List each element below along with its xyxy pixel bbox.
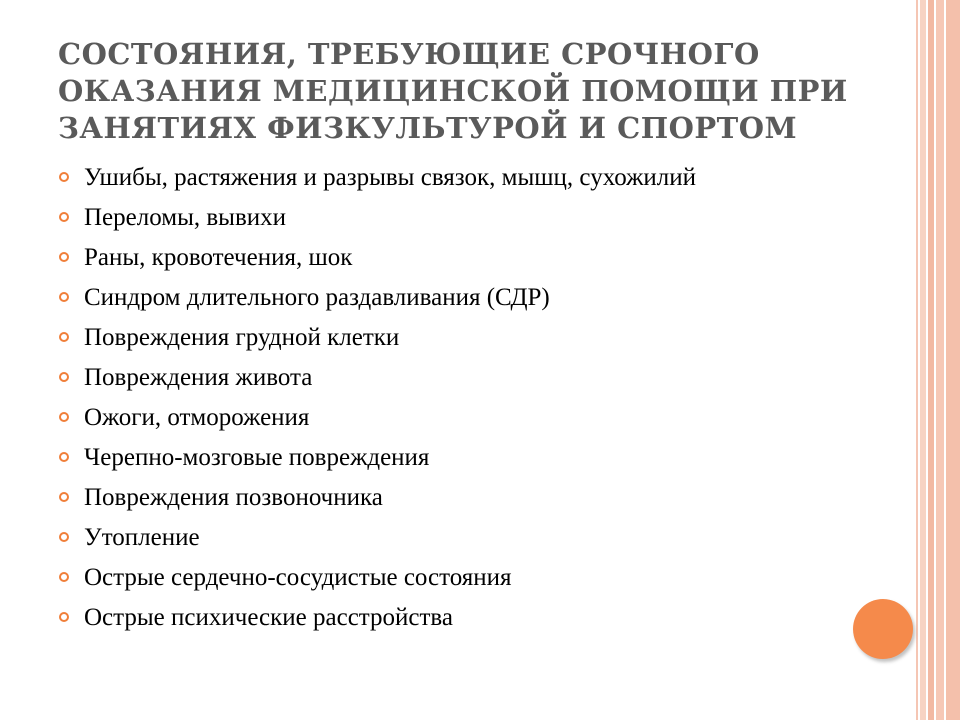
stripe <box>920 0 926 720</box>
list-item <box>58 563 818 593</box>
list-item-text: Ожоги, отморожения <box>84 404 310 431</box>
list-item-text: Острые психические расстройства <box>84 604 454 631</box>
list-item <box>58 203 818 233</box>
bullet-icon <box>59 532 69 542</box>
stripe <box>916 0 918 720</box>
list-item-text: Острые сердечно-сосудистые состояния <box>84 564 512 591</box>
bullet-icon <box>59 372 69 382</box>
bullet-icon <box>59 452 69 462</box>
bullet-icon <box>59 412 69 422</box>
bullet-icon <box>59 292 69 302</box>
list-item <box>58 603 818 633</box>
bullet-icon <box>59 332 69 342</box>
stripe <box>928 0 934 720</box>
list-item <box>58 523 818 553</box>
list-item <box>58 163 818 193</box>
bullet-icon <box>59 572 69 582</box>
list-item-text: Повреждения грудной клетки <box>84 324 400 351</box>
list-item-text: Ушибы, растяжения и разрывы связок, мышц, сухожилий <box>84 164 696 191</box>
list-item-text: Утопление <box>84 524 200 551</box>
list-item-text: Раны, кровотечения, шок <box>84 244 353 271</box>
bullet-icon <box>59 612 69 622</box>
bullet-icon <box>59 172 69 182</box>
decorative-stripes <box>916 0 960 720</box>
bullet-icon <box>59 492 69 502</box>
list-item-text: Повреждения живота <box>84 364 313 391</box>
stripe <box>936 0 944 720</box>
list-item <box>58 323 818 353</box>
list-item <box>58 483 818 513</box>
list-item-text: Синдром длительного раздавливания (СДР) <box>84 284 550 311</box>
bullet-icon <box>59 212 69 222</box>
bullet-list <box>58 163 818 643</box>
list-item <box>58 443 818 473</box>
list-item <box>58 283 818 313</box>
list-item-text: Переломы, вывихи <box>84 204 287 231</box>
list-item-text: Черепно-мозговые повреждения <box>84 444 430 471</box>
stripe <box>946 0 960 720</box>
list-item <box>58 363 818 393</box>
orange-circle-icon[interactable] <box>853 599 913 659</box>
list-item <box>58 403 818 433</box>
bullet-icon <box>59 252 69 262</box>
list-item <box>58 243 818 273</box>
list-item-text: Повреждения позвоночника <box>84 484 383 511</box>
slide-title: СОСТОЯНИЯ, ТРЕБУЮЩИЕ СРОЧНОГО ОКАЗАНИЯ МЕДИЦИНСКОЙ ПОМОЩИ ПРИ ЗАНЯТИЯХ ФИЗКУЛЬТУРОЙ И СПОРТОМ <box>58 37 848 145</box>
